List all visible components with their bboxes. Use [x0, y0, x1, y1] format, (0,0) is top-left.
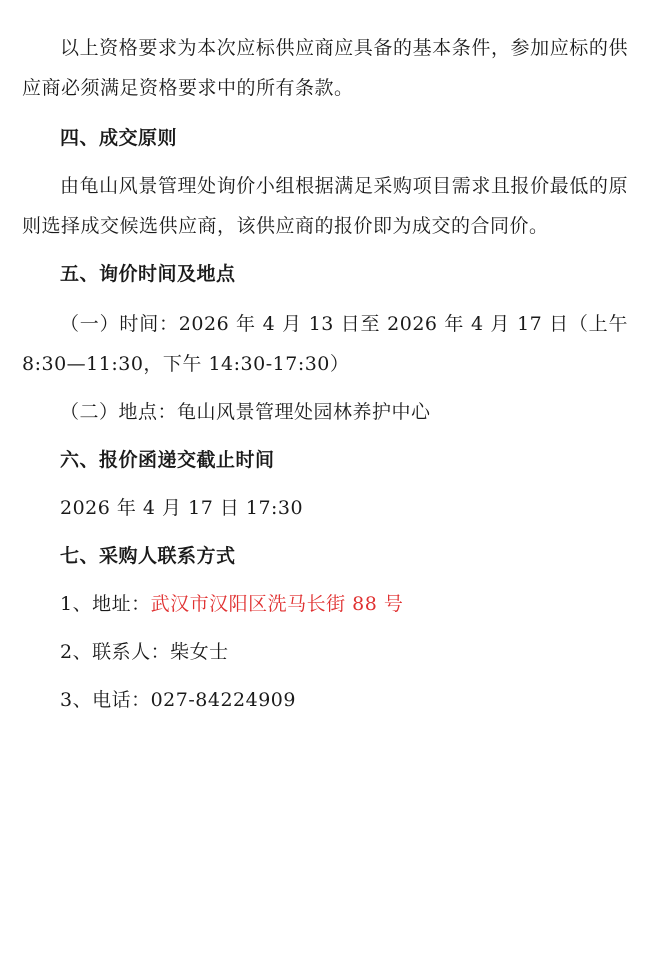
- section-heading-deadline: 六、报价函递交截止时间: [60, 449, 275, 471]
- address-label: 1、地址：: [60, 593, 151, 615]
- document-page: [22, 0, 628, 720]
- section-heading-contact: 七、采购人联系方式: [60, 545, 236, 567]
- section-heading-time-place: 五、询价时间及地点: [60, 263, 236, 285]
- principle-body: 由龟山风景管理处询价小组根据满足采购项目需求且报价最低的原则选择成交候选供应商，该供应商的报价即为成交的合同价。: [22, 175, 628, 237]
- contact-address: [22, 584, 628, 624]
- qualification-note: 以上资格要求为本次应标供应商应具备的基本条件，参加应标的供应商必须满足资格要求中的所有条款。: [22, 37, 628, 99]
- time-text: （一）时间：2026 年 4 月 13 日至 2026 年 4 月 17 日（上午 8:30—11:30，下午 14:30-17:30）: [22, 313, 628, 375]
- contact-phone: 3、电话：027-84224909: [60, 689, 296, 711]
- deadline-value: 2026 年 4 月 17 日 17:30: [60, 497, 304, 519]
- address-value: 武汉市汉阳区洗马长街 88 号: [150, 593, 404, 615]
- section-heading-principle: 四、成交原则: [60, 127, 178, 149]
- place-text: （二）地点：龟山风景管理处园林养护中心: [60, 401, 431, 423]
- contact-person: 2、联系人：柴女士: [60, 641, 229, 663]
